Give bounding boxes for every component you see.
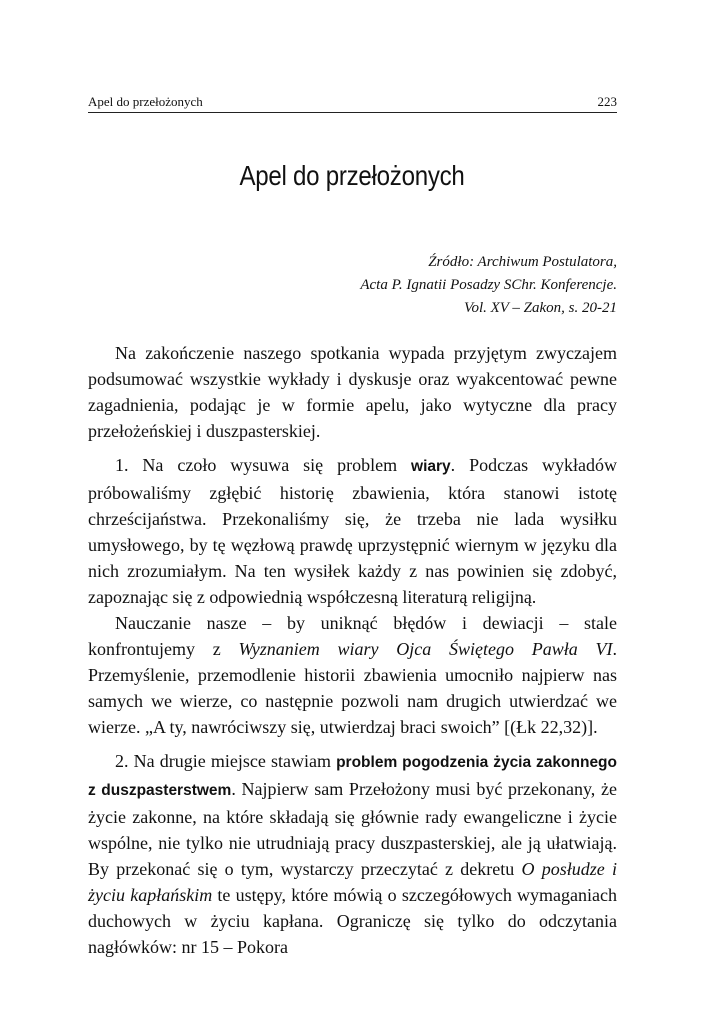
teaching-italic-title: Wyznaniem wiary Ojca Świętego Pawła VI xyxy=(238,639,613,659)
point-2-keyword: problem pogodzenia życia zakonnego z duszpasterstwem xyxy=(88,754,617,799)
paragraph-teaching xyxy=(88,610,617,740)
paragraph-point-2 xyxy=(88,748,617,960)
point-1-text-start: 1. Na czoło wysuwa się problem xyxy=(115,455,412,475)
paragraph-intro xyxy=(88,340,617,444)
point-2-text-end: te ustępy, które mówią o szczegółowych wymaganiach duchowych w życiu kapłana. Ograniczę się tylko do odczytania nagłówków: nr 15 – Pokora xyxy=(88,885,618,957)
point-2-text-start: 2. Na drugie miejsce stawiam xyxy=(115,751,337,771)
page-number: 223 xyxy=(597,94,617,109)
body-text xyxy=(88,340,617,960)
source-line-1: Źródło: Archiwum Postulatora, xyxy=(428,254,617,270)
chapter-title: Apel do przełożonych xyxy=(239,160,465,191)
source-line-2: Acta P. Ignatii Posadzy SChr. Konferencje. xyxy=(360,277,617,293)
teaching-text-end: . Przemyślenie, przemodlenie historii zbawienia umocniło najpierw nas samych we wierze, co następnie pozwoli nam drugich utwierdzać we wierze. „A ty, nawróciwszy się, utwierdzaj braci swoich” [(Łk 22,32)]. xyxy=(88,639,617,737)
running-header xyxy=(88,92,617,113)
source-citation xyxy=(360,251,617,320)
teaching-text-start: Nauczanie nasze – by uniknąć błędów i dewiacji – stale konfrontujemy z xyxy=(88,613,617,659)
point-1-text-end: . Podczas wykładów próbowaliśmy zgłębić historię zbawienia, która stanowi istotę chrześcijaństwa. Przekonaliśmy się, że trzeba nie lada wysiłku umysłowego, by tę węzłową prawdę uprzystępnić wiernym w języku dla nich zrozumiałym. Na ten wysiłek każdy z nas powinien się zdobyć, zapoznając się z odpowiednią współczesną literaturą religijną. xyxy=(88,455,617,607)
point-2-decree-title: O posłudze i życiu kapłańskim xyxy=(88,859,618,905)
running-title: Apel do przełożonych xyxy=(88,94,203,109)
point-2-text-middle: . Najpierw sam Przełożony musi być przekonany, że życie zakonne, na które składają się głównie rady ewangeliczne i życie wspólne, nie tylko nie utrudniają pracy duszpasterskiej, ale ją ułatwiają. By przekonać się o tym, wystarczy przeczytać z dekretu xyxy=(88,779,617,879)
paragraph-intro-text: Na zakończenie naszego spotkania wypada przyjętym zwyczajem podsumować wszystkie wykłady i dyskusje oraz wyakcentować pewne zagadnienia, podając je w formie apelu, jako wytyczne dla pracy przełożeńskiej i duszpasterskiej. xyxy=(88,343,617,441)
source-line-3: Vol. XV – Zakon, s. 20-21 xyxy=(463,300,617,316)
paragraph-point-1 xyxy=(88,452,617,610)
point-1-keyword: wiary xyxy=(411,458,451,475)
